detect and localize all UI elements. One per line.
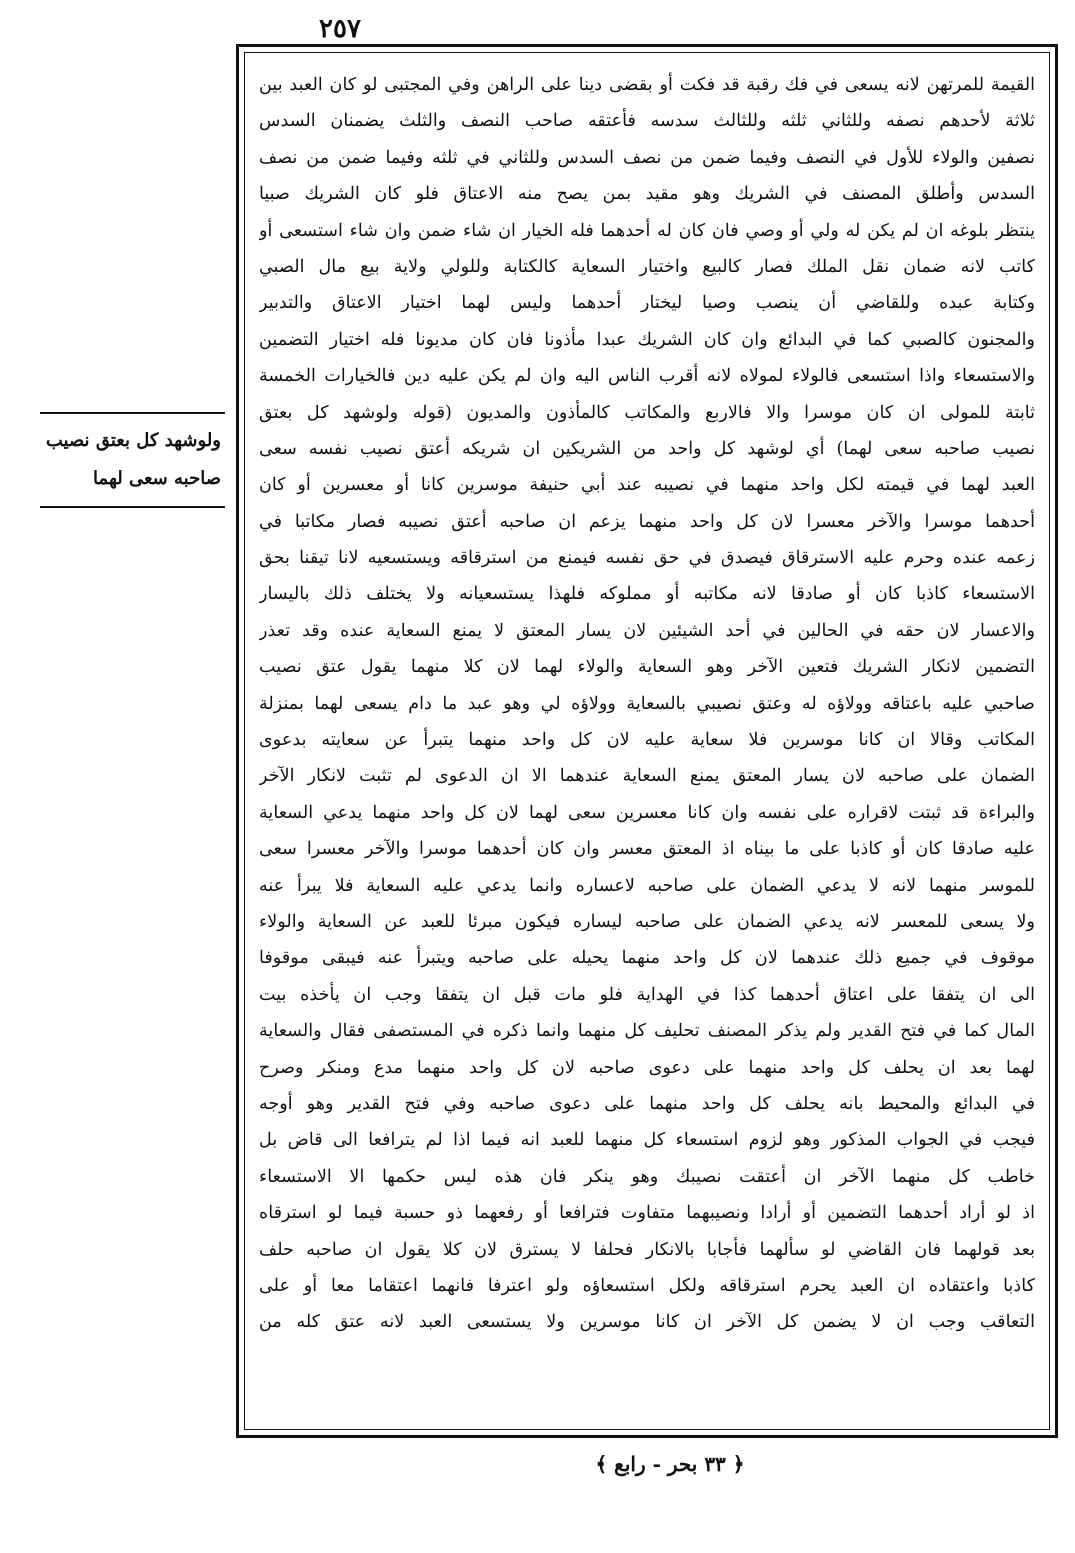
text-line: والمجنون كالصبي كما في البدائع وان كان الشريك عبدا مأذونا فان كان مديونا فله اختيار التضمين [259,329,1035,350]
text-line: بعد قولهما فان القاضي لو سألهما فأجابا بالانكار فحلفا لا يسترق لان كلا يقول ان صاحبه حلف [259,1239,1035,1260]
text-line: وكتابة عبده وللقاضي أن ينصب وصيا ليختار أحدهما وليس لهما اختيار الاعتاق والتدبير [259,293,1035,314]
margin-note [40,412,225,508]
text-line: لهما بعد ان يحلف كل واحد منهما على دعوى صاحبه لان كل واحد منهما مدع ومنكر وصرح [259,1057,1035,1078]
main-text-frame [236,44,1058,1438]
text-line: نصفين والولاء للأول في النصف وفيما ضمن من نصف السدس وللثاني في ثلثه وفيما ضمن من نصف [259,147,1035,168]
text-line: الى ان يتفقا على اعتاق أحدهما كذا في الهداية فلو مات قبل ان يتفقا وجب ان يأخذه بيت [259,984,1035,1005]
text-line: ثابتة للمولى ان كان موسرا والا فالاربع والمكاتب كالمأذون والمديون (قوله ولوشهد كل بعتق [259,402,1035,423]
text-line: صاحبي عليه باعتاقه وولاؤه له وعتق نصيبي بالسعاية وولاؤه لي وهو عبد ما دام يسعى لهما بمنزلة [259,693,1035,714]
text-line: الاستسعاء كاذبا كان أو صادقا لانه مكاتبه أو مملوكه فلهذا يستسعيانه ولا يختلف ذلك باليسار [259,584,1035,605]
text-line: التعاقب وجب ان لا يضمن كل الآخر ان كانا موسرين ولا يستسعى العبد لانه عتق كله من [259,1312,1035,1333]
main-text-inner-border [244,52,1050,1430]
margin-note-line: ولوشهد كل بعتق نصيب [45,430,221,451]
text-line: المال كما في فتح القدير ولم يذكر المصنف تحليف كل منهما وانما ذكره في المستصفى فقال والسعاية [259,1021,1035,1042]
text-line: والاعسار لان حقه في الحالين في أحد الشيئين لان يسار المعتق لا يمنع السعاية عنده وقد تعذر [259,620,1035,641]
text-line: القيمة للمرتهن لانه يسعى في فك رقبة قد فكت أو بقضى دينا على الراهن وفي المجتبى لو كان العبد بين [259,75,1035,95]
text-line: السدس وأطلق المصنف في الشريك وهو مقيد بمن يصح منه الاعتاق فلو كان الشريك صبيا [259,184,1035,205]
page-number: ٢٥٧ [319,14,361,44]
text-line: موقوف في جميع ذلك عندهما لان كل واحد منهما يحيله على صاحبه ويتبرأ عنه فيبقى موقوفا [259,948,1035,969]
text-line: عليه صادقا كان أو كاذبا على ما بيناه اذ المعتق معسر وان كان أحدهما موسرا والآخر معسرا سعى [259,839,1035,860]
footer-signature: ﴿ ٣٣ بحر - رابع ﴾ [595,1452,745,1476]
text-line: نصيب صاحبه سعى لهما) أي لوشهد كل واحد من الشريكين ان شريكه أعتق نصيب نفسه سعى [259,438,1035,459]
text-line: في البدائع والمحيط بانه يحلف كل واحد منهما على دعوى صاحبه وفي فتح القدير وهو أوجه [259,1093,1035,1114]
text-line: كاتب لانه ضمان نقل الملك فصار كالبيع واختيار السعاية كالكتابة وللولي ولاية بيع مال الصبي [259,256,1035,277]
text-line: اذ لو أراد أحدهما التضمين أو أرادا ونصيبهما متفاوت فترافعا أو رفعهما ذو حسبة فيما لو استرقاه [259,1203,1035,1224]
text-line: ثلاثة لأحدهم نصفه وللثاني ثلثه وللثالث سدسه فأعتقه صاحب النصف والثلث يضمنان السدس [259,111,1035,132]
text-line: والبراءة قد ثبتت لاقراره على نفسه وان كانا معسرين سعى لهما لان كل واحد منهما يدعي السعاية [259,802,1035,823]
text-line: كاذبا واعتقاده ان العبد يحرم استرقاقه ولكل استسعاؤه ولو اعترفا فانهما اعتقاما معا أو على [259,1275,1035,1296]
text-line: للموسر منهما لانه لا يدعي الضمان على صاحبه لاعساره وانما يدعي عليه السعاية فلا يبرأ عنه [259,875,1035,896]
text-line: التضمين لانكار الشريك فتعين الآخر وهو السعاية والولاء لهما لان كلا منهما يقول عتق نصيب [259,657,1035,678]
text-line: ولا يسعى للمعسر لانه يدعي الضمان على صاحبه ليساره فيكون مبرئا للعبد عن السعاية والولاء [259,911,1035,932]
text-line: فيجب في الجواب المذكور وهو لزوم استسعاء كل منهما للعبد انه فيما اذا لم يترافعا الى قاض بل [259,1130,1035,1151]
text-line: العبد لهما في قيمته لكل واحد منهما في نصيبه عند أبي حنيفة موسرين كانا أو معسرين أو كان [259,475,1035,496]
text-line: والاستسعاء واذا استسعى فالولاء لمولاه لانه أقرب الناس اليه وان لم يكن عليه دين فالخيارات الخمسة [259,366,1035,387]
text-line: الضمان على صاحبه لان يسار المعتق يمنع السعاية عندهما الا ان الدعوى لم تثبت لانكار الآخر [259,766,1035,787]
text-line: أحدهما موسرا والآخر معسرا لان كل واحد منهما يزعم ان صاحبه أعتق نصيبه فصار مكاتبا في [259,511,1035,532]
text-line: خاطب كل منهما الآخر ان أعتقت نصيبك وهو ينكر فان هذه ليس حكمها الا الاستسعاء [259,1166,1035,1187]
margin-note-line: صاحبه سعى لهما [93,468,221,489]
text-line: المكاتب وقالا ان كانا موسرين فلا سعاية عليه لان كل واحد منهما يتبرأ عن سعايته بدعوى [259,730,1035,751]
main-text-body [259,67,1035,1417]
text-line: ينتظر بلوغه ان لم يكن له ولي أو وصي فان كان له أحدهما فله الخيار ان شاء ضمن وان شاء استسعى أو [259,220,1035,241]
text-line: زعمه عنده وحرم عليه الاسترقاق فيصدق في حق نفسه فيمنع من استرقاقه ويستسعيه لانا تيقنا بحق [259,548,1035,569]
